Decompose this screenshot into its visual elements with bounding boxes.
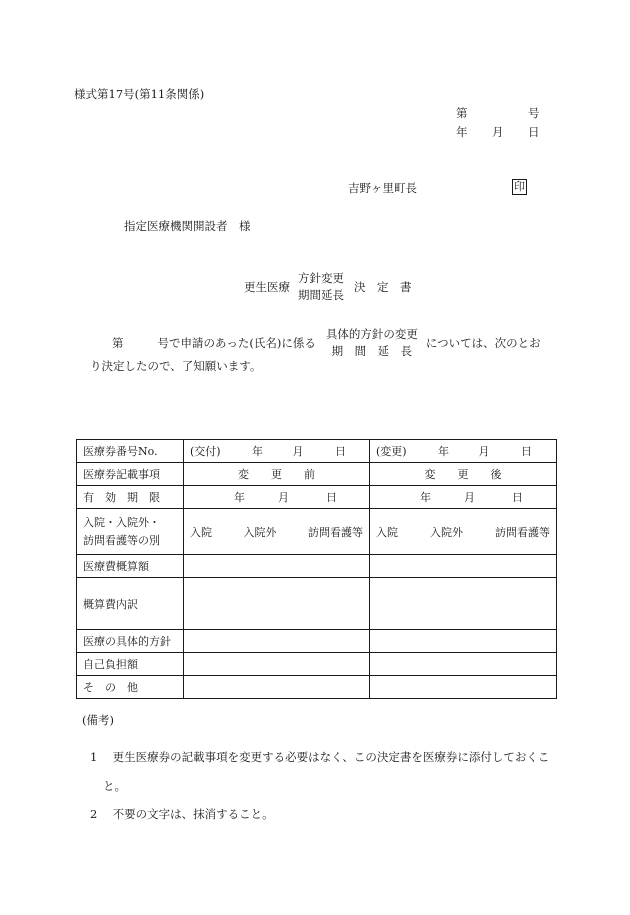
title-suffix: 決 定 書 <box>354 280 412 294</box>
remarks-heading: (備考) <box>82 713 114 727</box>
row-label <box>77 440 184 463</box>
validity-after-month: 月 <box>464 491 475 504</box>
table-row <box>77 486 557 509</box>
change-day: 日 <box>521 445 532 458</box>
details-table <box>76 439 557 699</box>
empty-cell <box>184 653 370 676</box>
option-inpatient: 入院 <box>190 525 212 539</box>
validity-after-cell <box>370 486 557 509</box>
date-month: 月 <box>492 125 504 139</box>
table-row <box>77 630 557 653</box>
row-label: 医療費概算額 <box>77 555 184 578</box>
row-label: 自己負担額 <box>77 653 184 676</box>
body-option-policy: 具体的方針の変更 <box>325 327 418 341</box>
remark-number: 2 <box>90 807 98 821</box>
row-label: 概算費内訳 <box>77 578 184 630</box>
remark-number: 1 <box>90 750 98 764</box>
row-label-line-1: 入院・入院外・ <box>83 515 160 529</box>
care-type-before-cell <box>184 509 370 555</box>
option-outpatient: 入院外 <box>430 525 463 539</box>
date-year: 年 <box>456 125 468 139</box>
empty-cell <box>370 653 557 676</box>
empty-cell <box>370 578 557 630</box>
table-row <box>77 509 557 555</box>
title-option-extension: 期間延長 <box>298 288 344 302</box>
care-type-after-cell <box>370 509 557 555</box>
issue-date-cell <box>184 440 370 463</box>
date-day: 日 <box>528 125 540 139</box>
row-label: 医療券記載事項 <box>77 463 184 486</box>
body-number-prefix: 第 <box>112 336 124 350</box>
table-row <box>77 463 557 486</box>
body-text-end: については、次のとお <box>425 336 541 350</box>
option-inpatient: 入院 <box>376 525 398 539</box>
empty-cell <box>184 676 370 699</box>
validity-after-year: 年 <box>420 491 431 504</box>
table-row <box>77 440 557 463</box>
table-row <box>77 578 557 630</box>
body-line-2: り決定したので、了知願います。 <box>90 359 262 373</box>
issue-tag: (交付) <box>190 445 221 458</box>
issuer-name: 吉野ヶ里町長 <box>348 181 417 195</box>
row-label: 医療の具体的方針 <box>77 630 184 653</box>
title-prefix: 更生医療 <box>244 280 290 294</box>
issue-day: 日 <box>335 445 346 458</box>
issue-month: 月 <box>292 445 304 458</box>
table-row <box>77 653 557 676</box>
empty-cell <box>370 555 557 578</box>
body-option-period: 期 間 延 長 <box>331 344 413 358</box>
validity-before-year: 年 <box>234 491 245 504</box>
validity-after-day: 日 <box>512 491 523 504</box>
row-label <box>77 509 184 555</box>
remark-text: 更生医療券の記載事項を変更する必要はなく、この決定書を医療券に添付しておくこ <box>112 750 550 764</box>
title-option-change: 方針変更 <box>298 271 344 285</box>
validity-before-month: 月 <box>278 491 289 504</box>
table-row <box>77 676 557 699</box>
row-label: そ の 他 <box>77 676 184 699</box>
issue-year: 年 <box>252 445 263 458</box>
empty-cell <box>184 578 370 630</box>
table-row <box>77 555 557 578</box>
empty-cell <box>370 676 557 699</box>
remark-item-2 <box>90 806 274 822</box>
change-month: 月 <box>478 445 490 458</box>
remark-text: 不要の文字は、抹消すること。 <box>112 807 274 821</box>
option-home-nursing: 訪問看護等 <box>495 525 550 539</box>
document-number-prefix: 第 <box>456 106 468 120</box>
empty-cell <box>184 630 370 653</box>
body-option-stack <box>326 326 418 360</box>
addressee: 指定医療機関開設者 様 <box>124 219 251 233</box>
title-option-stack <box>298 270 344 304</box>
option-home-nursing: 訪問看護等 <box>308 525 363 539</box>
validity-before-day: 日 <box>326 491 337 504</box>
change-year: 年 <box>438 445 449 458</box>
body-line-1 <box>112 326 541 360</box>
after-change-header: 変 更 後 <box>370 463 557 486</box>
change-date-cell <box>370 440 557 463</box>
before-change-header: 変 更 前 <box>184 463 370 486</box>
change-tag: (変更) <box>376 445 407 458</box>
document-title <box>244 270 412 304</box>
empty-cell <box>184 555 370 578</box>
empty-cell <box>370 630 557 653</box>
form-number-label: 様式第17号(第11条関係) <box>74 87 205 101</box>
option-outpatient: 入院外 <box>243 525 277 539</box>
document-number-suffix: 号 <box>528 106 540 120</box>
row-label-text: 医療券番号No. <box>83 445 158 458</box>
validity-before-cell <box>184 486 370 509</box>
row-label: 有 効 期 限 <box>77 486 184 509</box>
remark-item-1-continued: と。 <box>103 779 126 793</box>
remark-item-1 <box>90 749 549 765</box>
seal-mark: 印 <box>514 180 525 193</box>
row-label-line-2: 訪問看護等の別 <box>83 533 160 547</box>
body-text-middle: 号で申請のあった(氏名)に係る <box>157 336 316 350</box>
